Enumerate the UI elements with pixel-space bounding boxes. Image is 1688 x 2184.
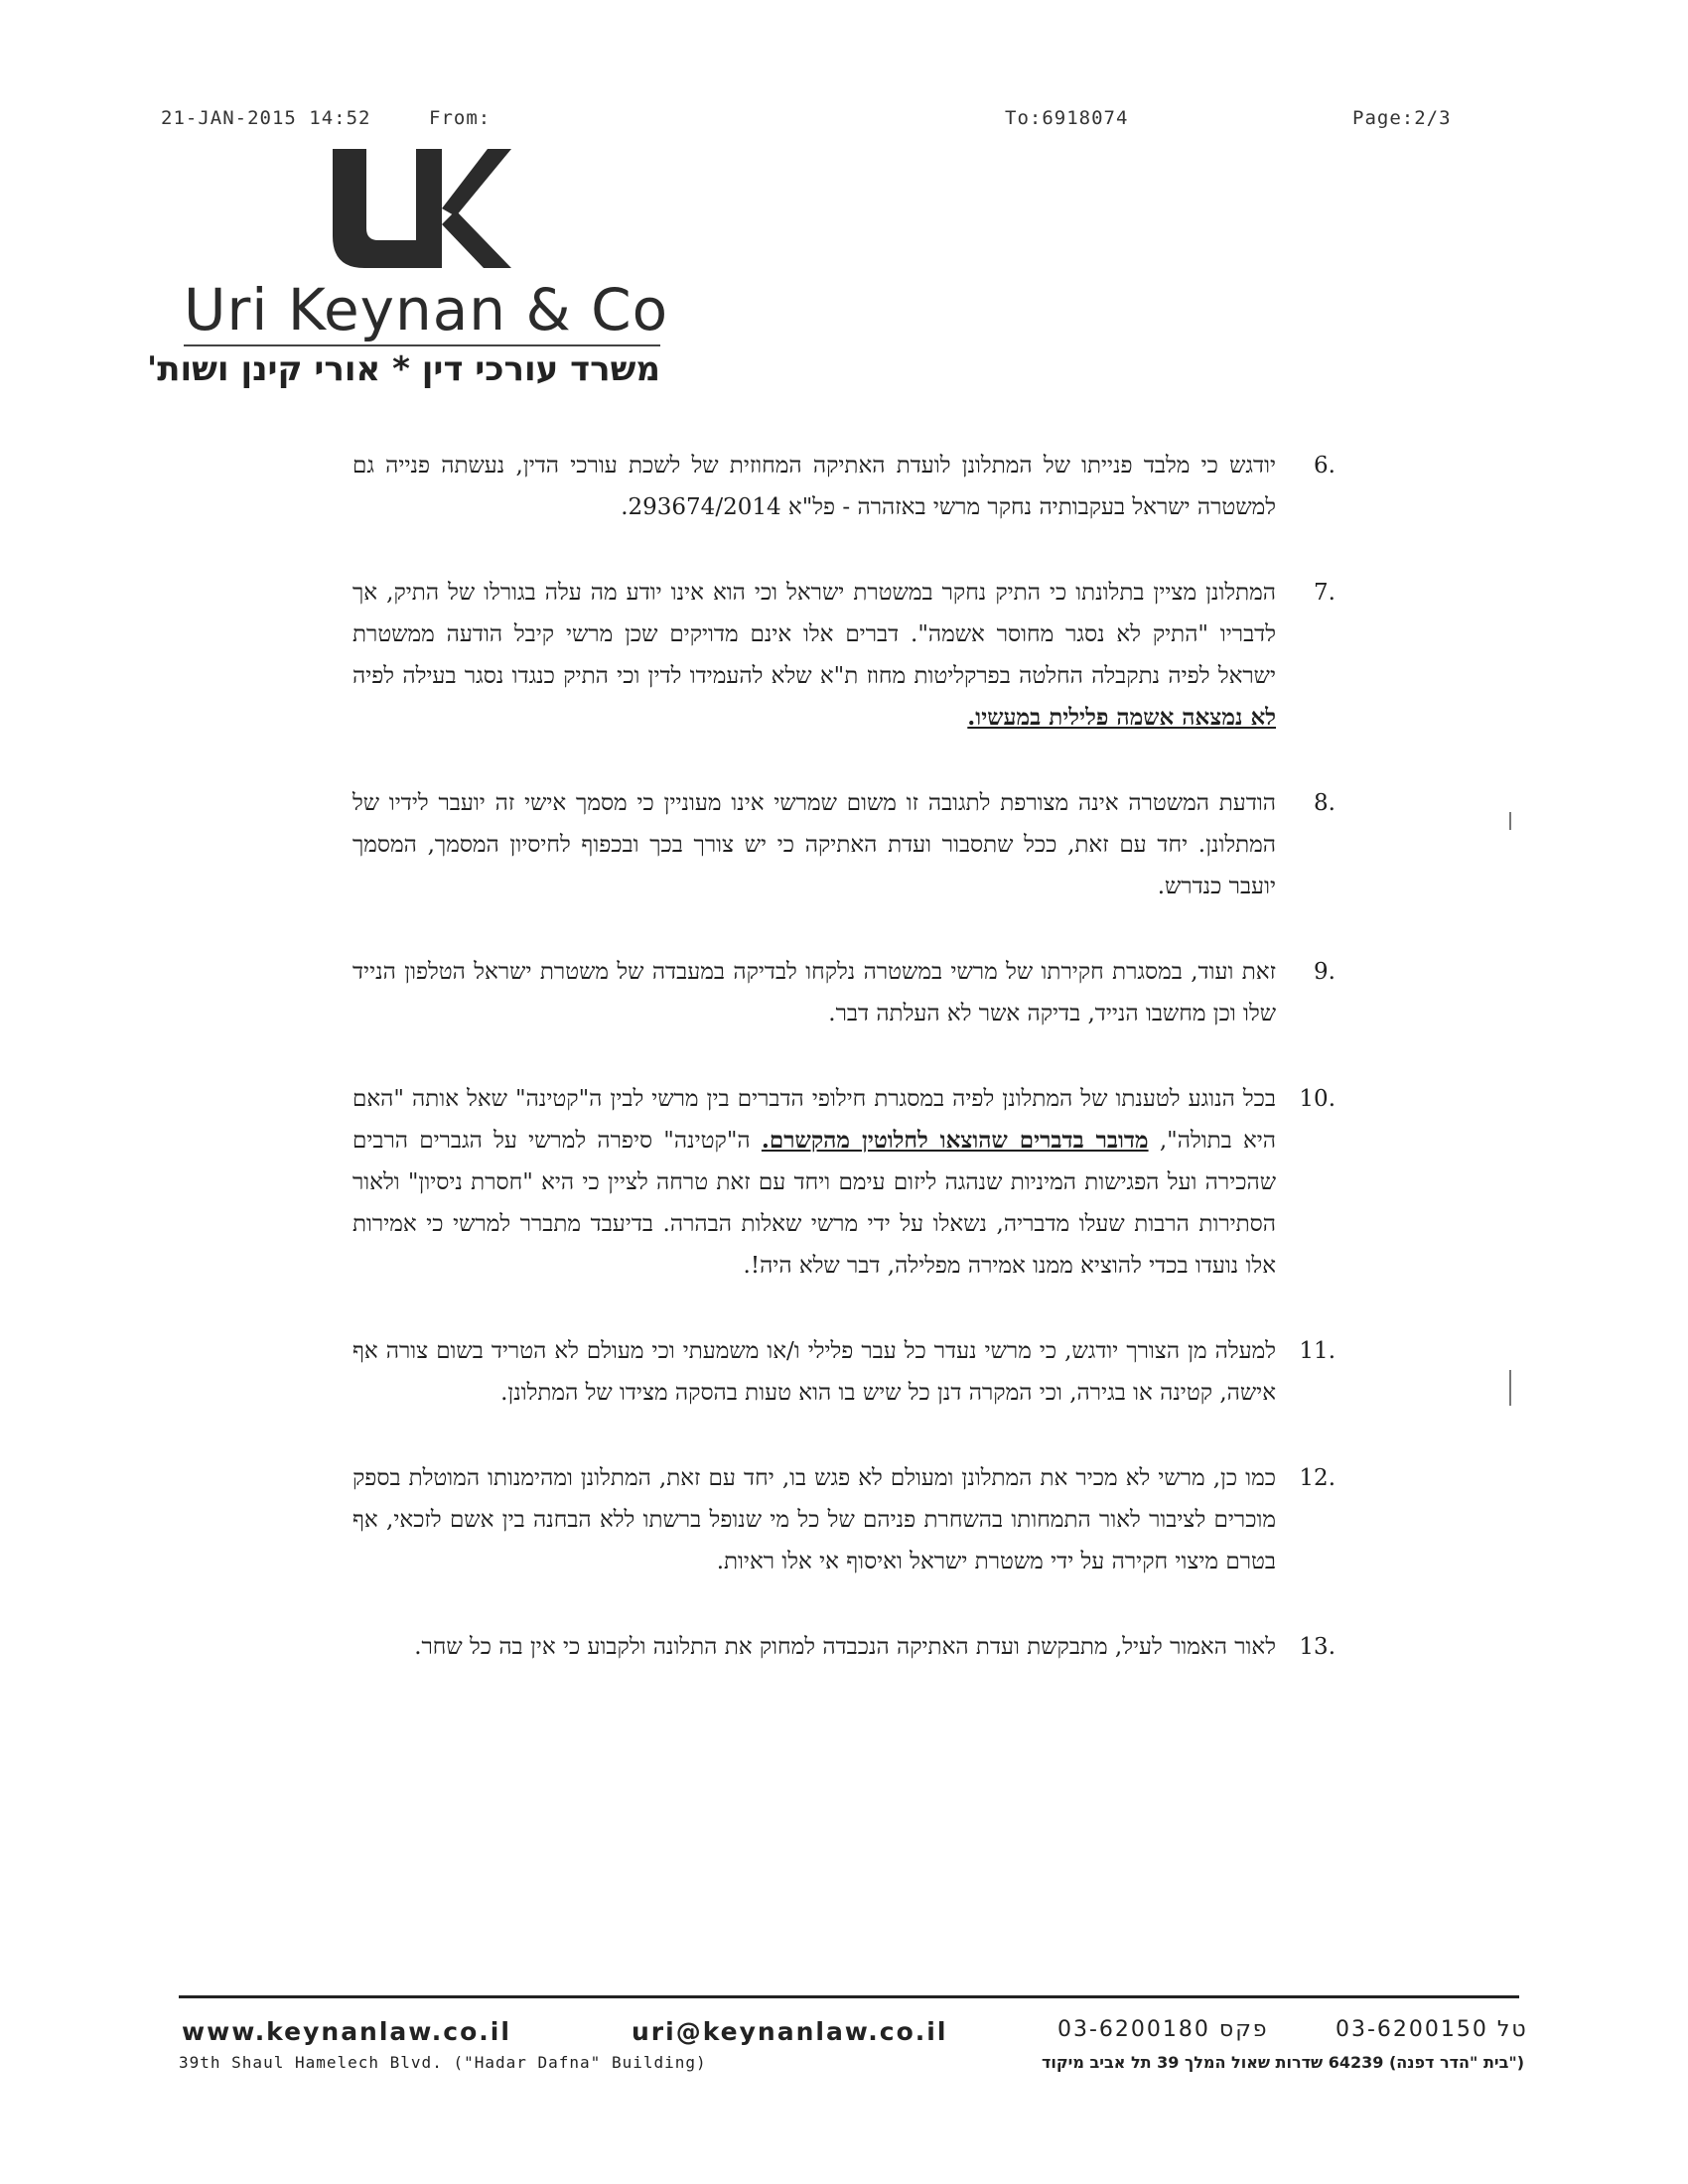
paragraph-text: בכל הנוגע לטענתו של המתלונן לפיה במסגרת חילופי הדברים בין מרשי לבין ה"קטינה" שאל אותה "האם היא בתולה", xyxy=(352,1086,1277,1154)
paragraph-text: הודעת המשטרה אינה מצורפת לתגובה זו משום שמרשי אינו מעוניין כי מסמך אישי זה יועבר לידיו של המתלונן. יחד עם זאת, ככל שתסבור ועדת האתיקה כי יש צורך בכך ובכפוף לחיסיון המסמך, המסמך יועבר כנדרש. xyxy=(352,790,1276,899)
footer-divider xyxy=(179,1995,1519,1998)
footer-email: uri@keynanlaw.co.il xyxy=(632,2017,948,2046)
paragraph-text: יודגש כי מלבד פנייתו של המתלונן לועדת האתיקה המחוזית של לשכת עורכי הדין, נעשתה פנייה גם למשטרה ישראל בעקבותיה נחקר מרשי באזהרה - פל"א 293674/2014. xyxy=(352,453,1276,520)
paragraph-text: למעלה מן הצורך יודגש, כי מרשי נעדר כל עבר פלילי ו/או משמעתי וכי מעולם לא הטריד בשום צורה אף אישה, קטינה או בגירה, וכי המקרה דנן כל שיש בו הוא טעות בהסקה מצידו של המתלונן. xyxy=(352,1338,1276,1406)
fax-date: 21-JAN-2015 14:52 xyxy=(161,107,371,129)
paragraph-text: ה"קטינה" סיפרה למרשי על הגברים הרבים שהכירה ועל הפגישות המיניות שנהגה ליזום עימם ויחד עם זאת טרחה לציין כי היא "חסרת ניסיון" ולאור הסתירות הרבות שעלו מדבריה, נשאלו על ידי מרשי שאלות הבהרה. בדיעבד מתברר למרשי כי אמירות אלו נועדו בכדי להוציא ממנו אמירה מפלילה, דבר שלא היה!. xyxy=(352,1128,1276,1279)
paragraph-7 xyxy=(352,572,1336,739)
scan-mark xyxy=(1509,812,1511,830)
paragraph-11 xyxy=(352,1330,1336,1414)
paragraph-text: זאת ועוד, במסגרת חקירתו של מרשי במשטרה נלקחו לבדיקה במעבדה של משטרת ישראל הטלפון הנייד שלו וכן מחשבו הנייד, בדיקה אשר לא העלתה דבר. xyxy=(352,959,1276,1026)
paragraph-emphasis: מדובר בדברים שהוצאו לחלוטין מהקשרם. xyxy=(761,1127,1149,1154)
firm-name-hebrew: משרד עורכי דין * אורי קינן ושות' xyxy=(146,349,660,389)
paragraph-9 xyxy=(352,951,1336,1034)
logo-divider xyxy=(184,344,660,346)
paragraph-number: 7. xyxy=(1314,580,1336,606)
footer-address-english: 39th Shaul Hamelech Blvd. ("Hadar Dafna" Building) xyxy=(179,2053,707,2072)
paragraph-text: המתלונן מציין בתלונתו כי התיק נחקר במשטרת ישראל וכי הוא אינו יודע מה עלה בגורלו של התיק, אך לדבריו "התיק לא נסגר מחוסר אשמה". דברים אלו אינם מדויקים שכן מרשי קיבל הודעה ממשטרת ישראל לפיה נתקבלה החלטה בפרקליטות מחוז ת"א שלא להעמידו לדין וכי התיק כנגדו נסגר בעילה לפיה xyxy=(352,580,1276,689)
uk-monogram-icon xyxy=(325,145,513,272)
paragraph-text: לאור האמור לעיל, מתבקשת ועדת האתיקה הנכבדה למחוק את התלונה ולקבוע כי אין בה כל שחר. xyxy=(414,1634,1276,1660)
footer-phone: טל 03-6200150 xyxy=(1336,2017,1528,2042)
paragraph-text: כמו כן, מרשי לא מכיר את המתלונן ומעולם לא פגש בו, יחד עם זאת, המתלונן ומהימנותו המוטלת בספק מוכרים לציבור לאור התמחותו בהשחרת פניהם של כל מי שנופל ברשתו ללא הבחנה בין אשם לזכאי, אף בטרם מיצוי חקירה על ידי משטרת ישראל ואיסוף אי אלו ראיות. xyxy=(352,1465,1276,1574)
firm-name: Uri Keynan & Co xyxy=(184,276,669,343)
paragraph-number: 9. xyxy=(1314,959,1336,985)
paragraph-number: 8. xyxy=(1314,790,1336,816)
footer-address-hebrew: ("בית "הדר דפנה) 64239 שדרות שאול המלך 39 תל אביב מיקוד xyxy=(1041,2053,1524,2072)
scan-mark xyxy=(1509,1370,1511,1406)
footer-fax: פקס 03-6200180 xyxy=(1057,2017,1269,2042)
paragraph-number: 12. xyxy=(1299,1465,1336,1491)
firm-logo xyxy=(146,139,670,389)
paragraph-12 xyxy=(352,1457,1336,1582)
paragraph-emphasis: לא נמצאה אשמה פלילית במעשיו. xyxy=(967,704,1276,731)
paragraph-number: 13. xyxy=(1299,1634,1336,1660)
fax-to: To:6918074 xyxy=(1005,107,1129,129)
paragraph-10 xyxy=(352,1078,1336,1287)
paragraph-8 xyxy=(352,782,1336,907)
footer-website: www.keynanlaw.co.il xyxy=(182,2017,511,2046)
paragraph-number: 6. xyxy=(1314,453,1336,478)
paragraph-number: 11. xyxy=(1299,1338,1336,1364)
paragraph-6 xyxy=(352,445,1336,528)
letter-body xyxy=(352,445,1336,1711)
paragraph-13 xyxy=(352,1626,1336,1668)
paragraph-number: 10. xyxy=(1299,1086,1336,1112)
fax-from: From: xyxy=(429,107,492,129)
fax-page-number: Page:2/3 xyxy=(1352,107,1452,129)
